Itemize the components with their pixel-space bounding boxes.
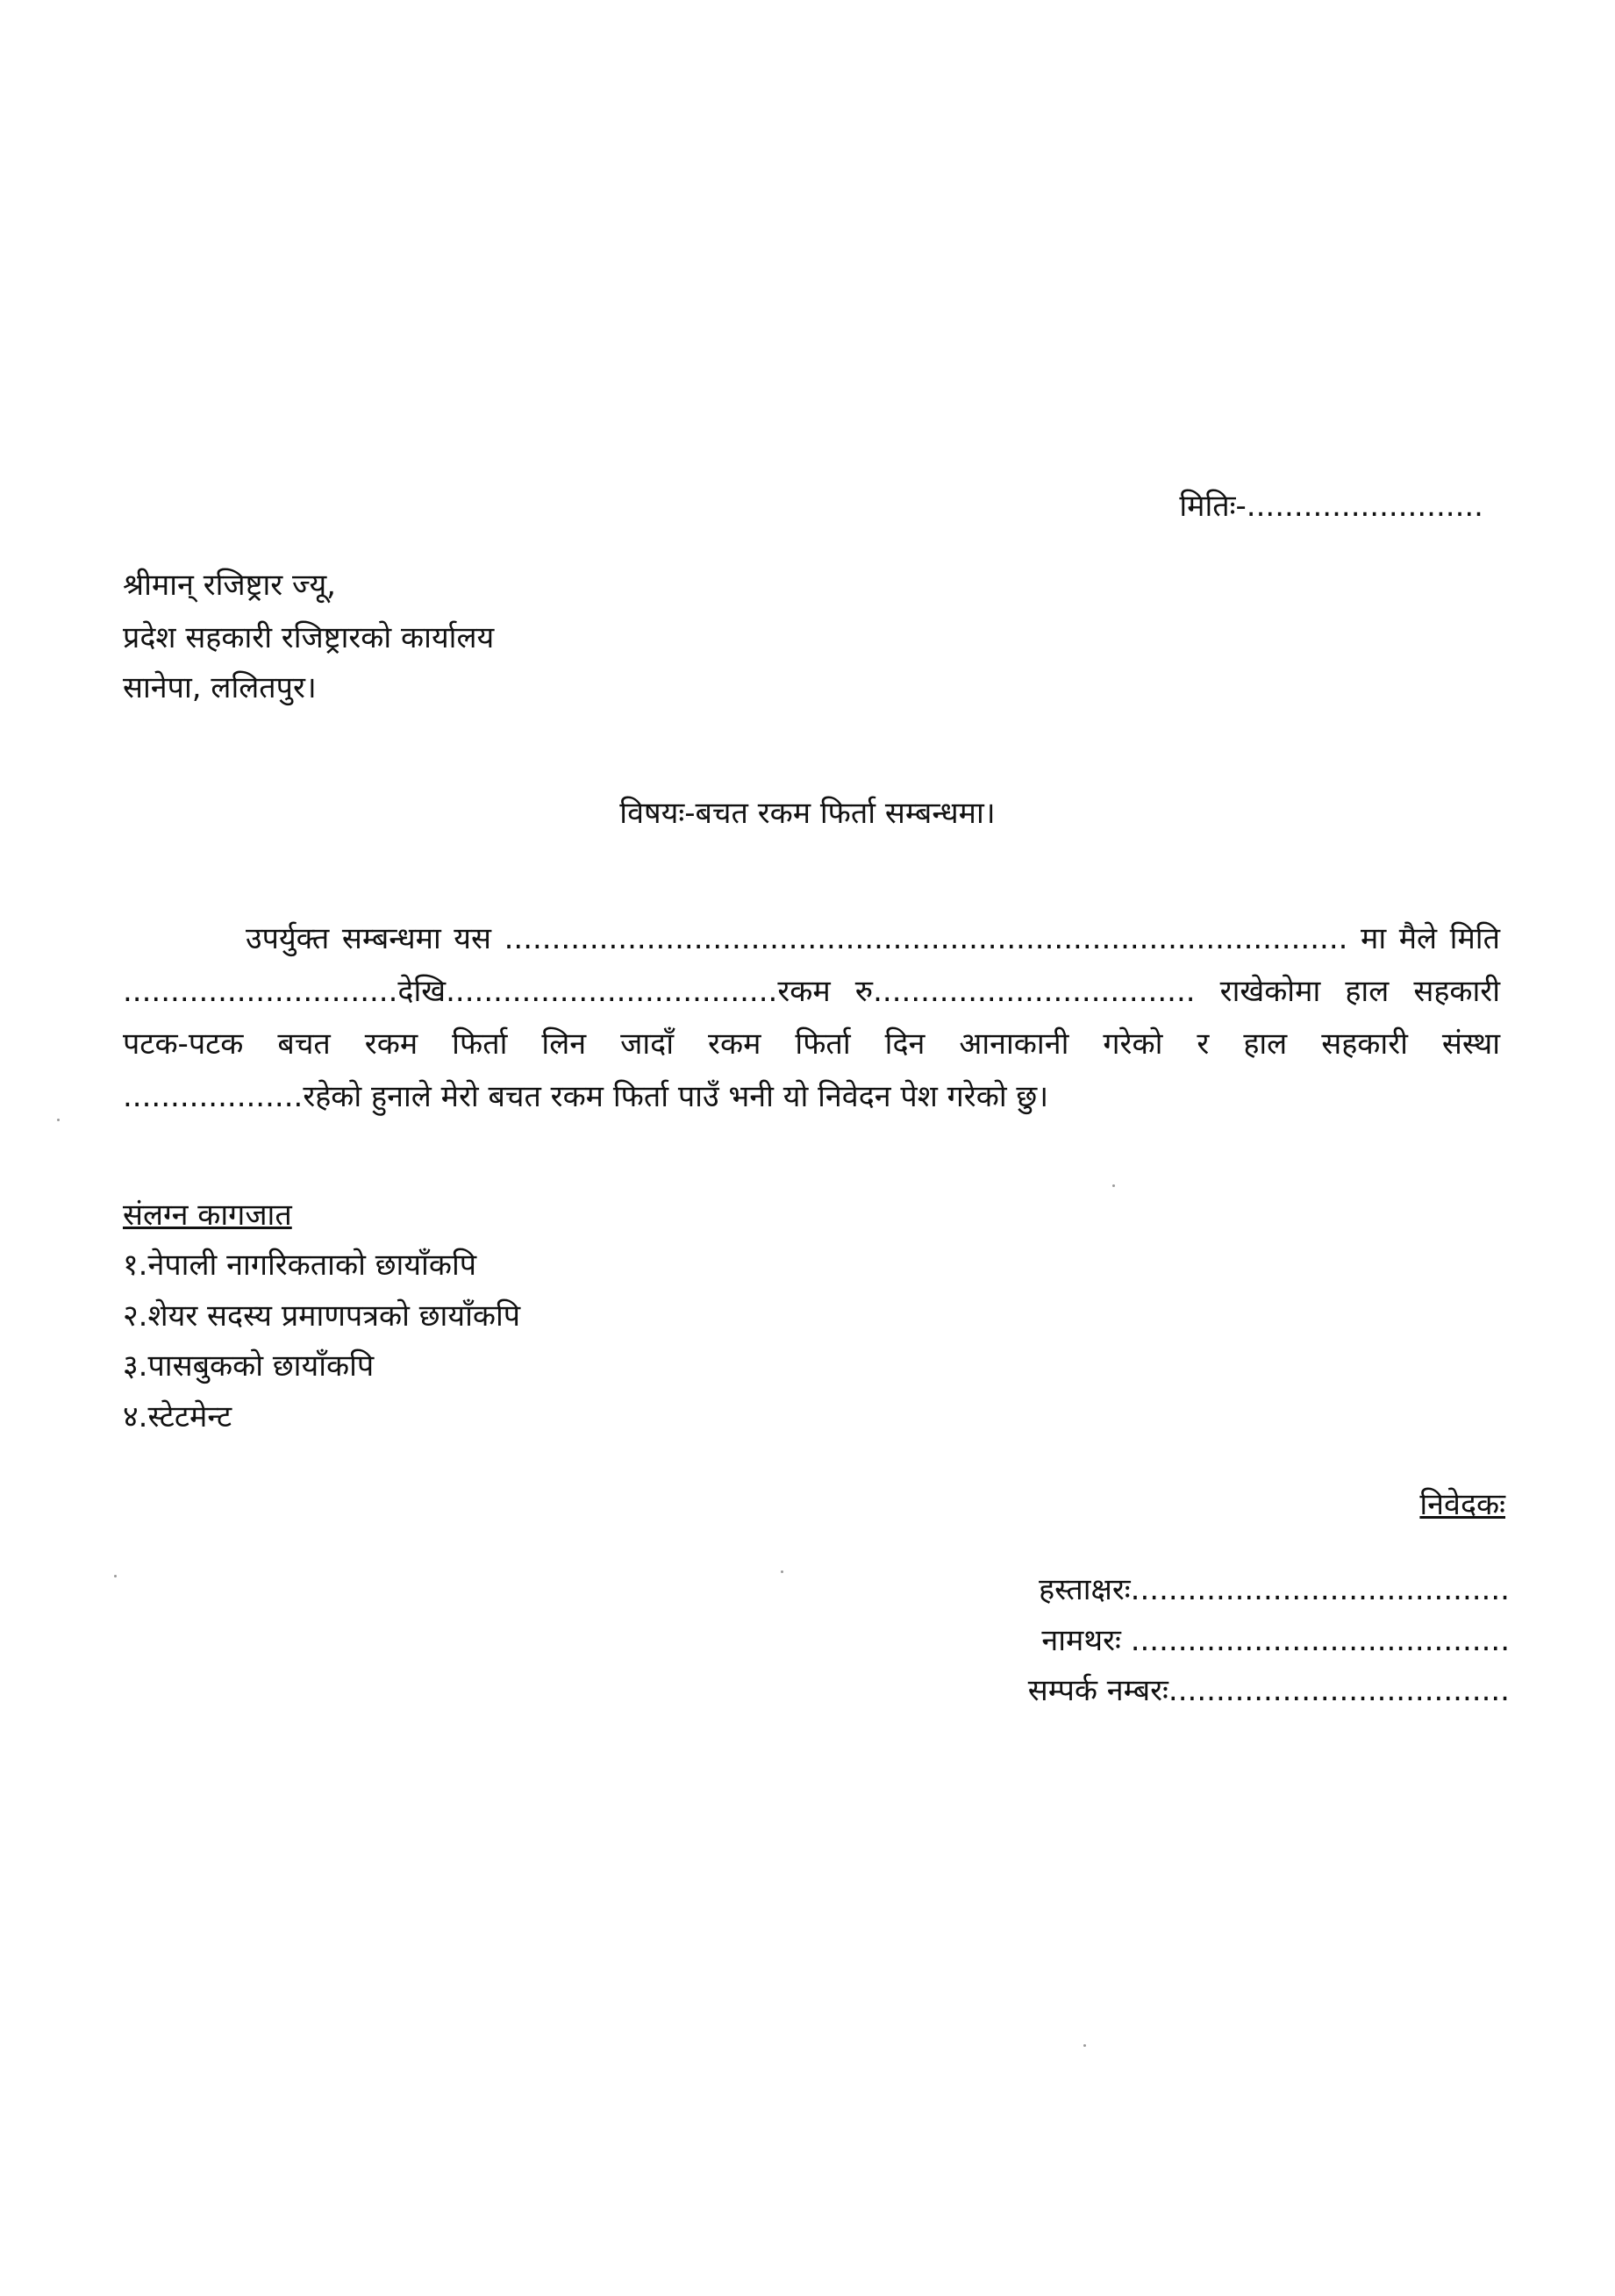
subject-line: विषयः-बचत रकम फिर्ता सम्बन्धमा।	[619, 796, 996, 831]
attachment-item-citizenship: १.नेपाली नागरिकताको छायाँकपि	[123, 1248, 477, 1283]
body-line-3: पटक-पटक बचत रकम फिर्ता लिन जादाँ रकम फिर्ता दिन आनाकानी गरेको र हाल सहकारी संस्था	[123, 1026, 1500, 1062]
recipient-office: प्रदेश सहकारी रजिष्ट्रारको कार्यालय	[123, 620, 495, 655]
recipient-title: श्रीमान् रजिष्ट्रार ज्यू,	[123, 568, 336, 603]
contact-number-field: सम्पर्क नम्बरः....................................	[1027, 1673, 1510, 1708]
body-line-4: ...................रहेको हुनाले मेरो बचत रकम फिर्ता पाउँ भनी यो निवेदन पेश गरेको छु।	[123, 1079, 1049, 1114]
date-field: मितिः-.........................	[1179, 489, 1483, 524]
attachments-heading: संलग्न कागजात	[123, 1198, 292, 1233]
scan-speck	[1083, 2044, 1086, 2047]
scan-speck	[57, 1119, 60, 1121]
scan-speck	[781, 1570, 783, 1573]
attachment-item-share-certificate: २.शेयर सदस्य प्रमाणपत्रको छायाँकपि	[123, 1298, 521, 1334]
body-paragraph	[123, 912, 1500, 1123]
body-line-2: .............................देखि...................................रकम रु.................................. राखेकोमा हाल सहकारी	[123, 974, 1500, 1009]
attachment-item-passbook: ३.पासबुकको छायाँकपि	[123, 1348, 375, 1384]
name-field: नामथरः ........................................	[1041, 1623, 1510, 1658]
applicant-heading: निवेदकः	[1419, 1487, 1505, 1522]
scan-speck	[1112, 1184, 1115, 1187]
body-line-1: उपर्युक्त सम्बन्धमा यस ......................................................................................... मा मैले मिति	[246, 921, 1500, 956]
scan-speck	[114, 1575, 117, 1577]
recipient-location: सानेपा, ललितपुर।	[123, 670, 317, 705]
attachment-item-statement: ४.स्टेटमेन्ट	[123, 1399, 232, 1434]
signature-field: हस्ताक्षरः........................................	[1039, 1572, 1510, 1607]
